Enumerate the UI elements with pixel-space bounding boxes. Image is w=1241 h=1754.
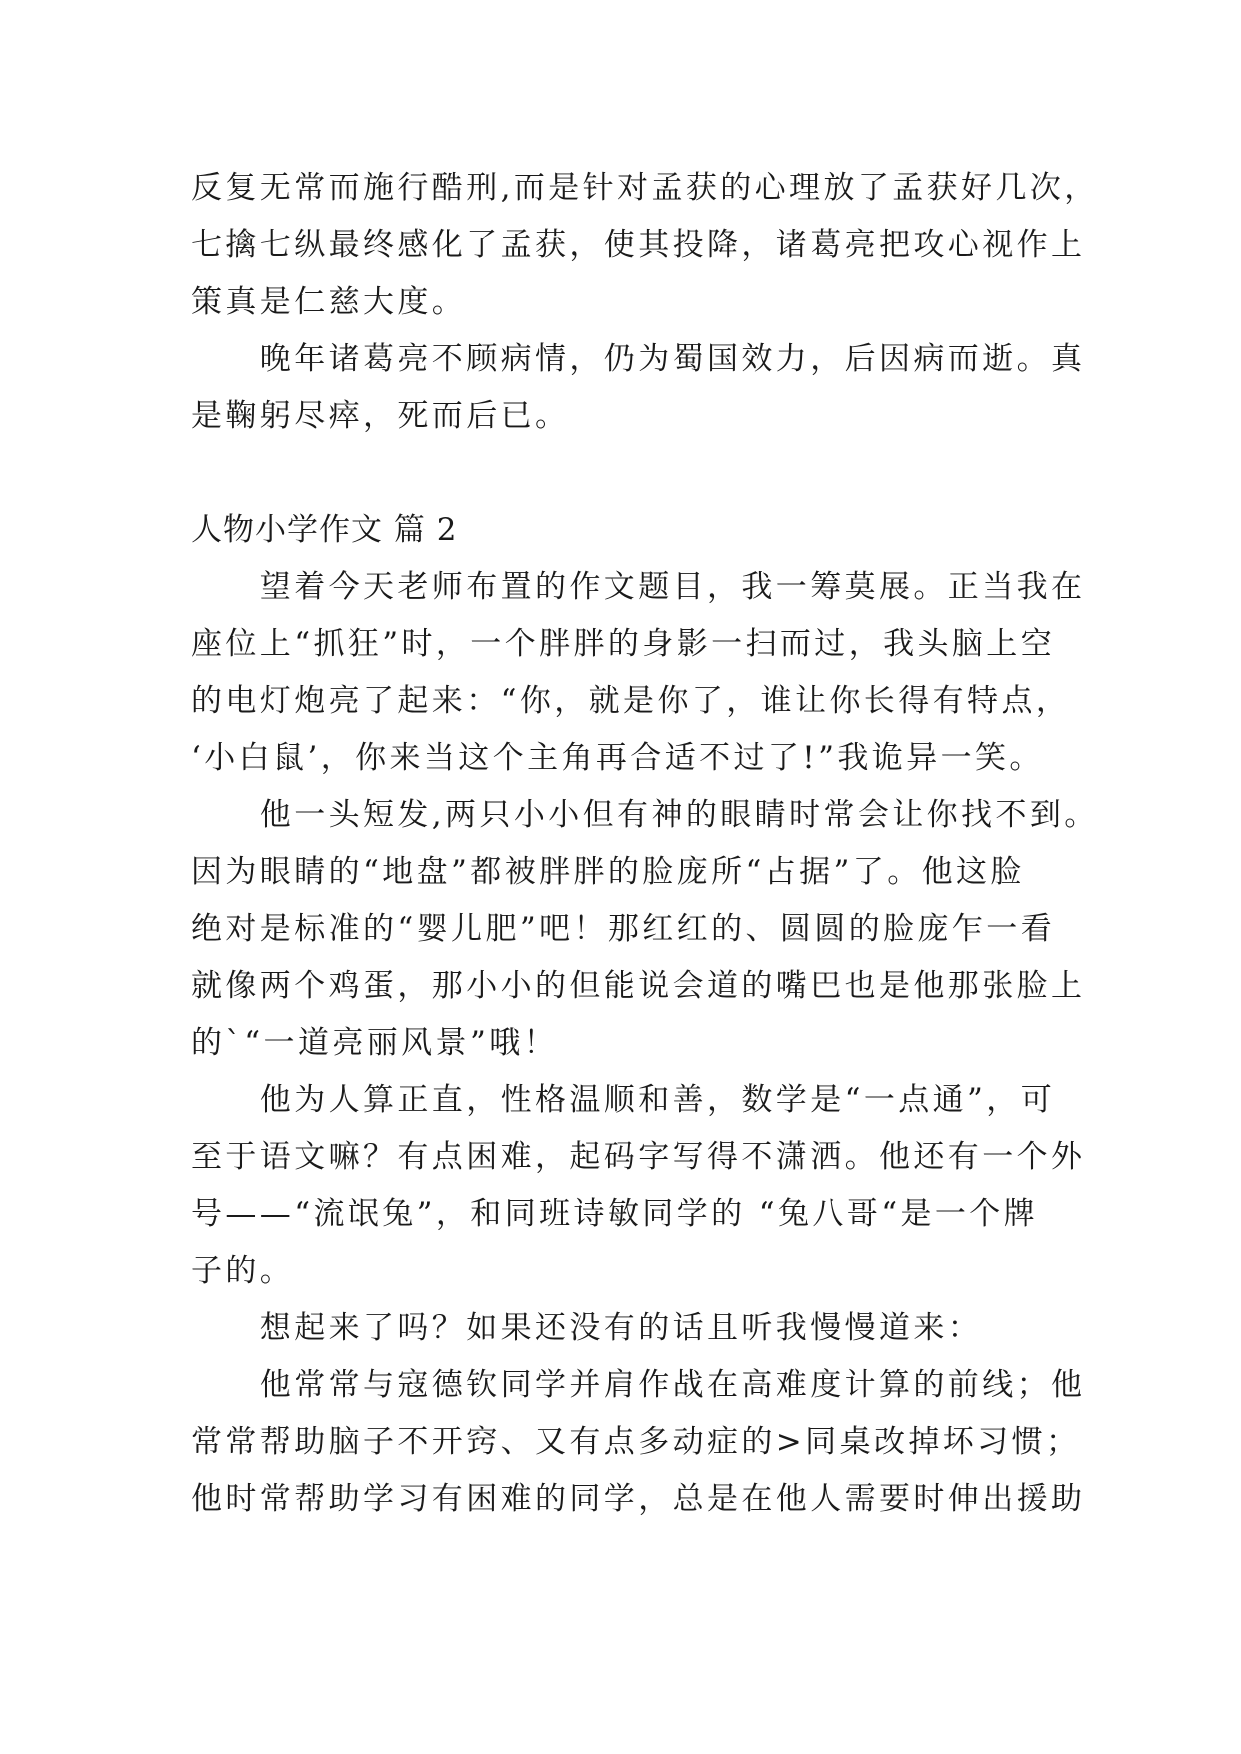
text-line: 的`“一道亮丽风景”哦！ [191, 1025, 558, 1061]
text-line: 座位上“抓狂”时，一个胖胖的身影一扫而过，我头脑上空 [191, 626, 1056, 662]
text-line: 因为眼睛的“地盘”都被胖胖的脸庞所“占据”了。他这脸 [191, 854, 1025, 890]
text-line: 常常帮助脑子不开窍、又有点多动症的>同桌改掉坏习惯； [191, 1424, 1081, 1460]
text-line: 他常常与寇德钦同学并肩作战在高难度计算的前线；他 [191, 1367, 1086, 1403]
text-line: 他一头短发,两只小小但有神的眼睛时常会让你找不到。 [191, 797, 1099, 833]
text-line: 的电灯炮亮了起来：“你，就是你了，谁让你长得有特点， [191, 683, 1071, 719]
text-line: 他时常帮助学习有困难的同学，总是在他人需要时伸出援助 [191, 1481, 1086, 1517]
text-line: 绝对是标准的“婴儿肥”吧！那红红的、圆圆的脸庞乍一看 [191, 911, 1056, 947]
text-line: 反复无常而施行酷刑,而是针对孟获的心理放了孟获好几次， [191, 170, 1099, 206]
text-line: 望着今天老师布置的作文题目，我一筹莫展。正当我在 [191, 569, 1086, 605]
section-heading: 人物小学作文 篇 2 [191, 512, 458, 548]
text-line: 就像两个鸡蛋，那小小的但能说会道的嘴巴也是他那张脸上 [191, 968, 1086, 1004]
text-line: 他为人算正直，性格温顺和善，数学是“一点通”，可 [191, 1082, 1056, 1118]
text-line: ‘小白鼠’，你来当这个主角再合适不过了!”我诡异一笑。 [191, 740, 1044, 776]
text-line: 至于语文嘛？有点困难，起码字写得不潇洒。他还有一个外 [191, 1139, 1086, 1175]
text-line: 子的。 [191, 1253, 295, 1289]
text-line: 七擒七纵最终感化了孟获，使其投降，诸葛亮把攻心视作上 [191, 227, 1086, 263]
text-line: 晚年诸葛亮不顾病情，仍为蜀国效力，后因病而逝。真 [191, 341, 1086, 377]
text-line: 号——“流氓兔”，和同班诗敏同学的 “兔八哥“是一个牌 [191, 1196, 1039, 1232]
text-line: 想起来了吗？如果还没有的话且听我慢慢道来： [191, 1310, 983, 1346]
text-line: 策真是仁慈大度。 [191, 284, 467, 320]
text-line: 是鞠躬尽瘁，死而后已。 [191, 398, 570, 434]
